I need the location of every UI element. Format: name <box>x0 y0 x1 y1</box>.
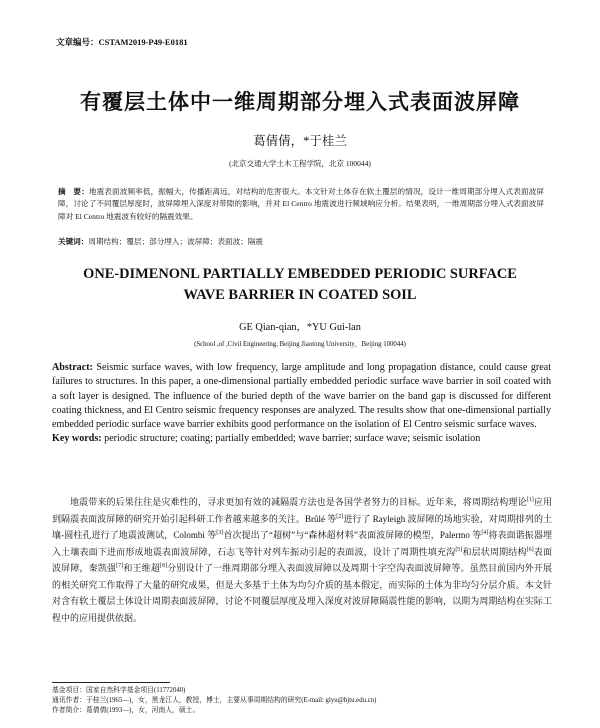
abstract-cn <box>58 186 544 223</box>
keywords-en-label: Key words: <box>52 433 102 444</box>
body-text-segment: 分别设计了一维周期部分埋入表面波屏障以及周期十字空沟表面波屏障等。虽然目前国内外开展的相关研究工作取得了大量的研究成果，但是大多基于土体为均匀介质的基本假定，而实际的土体为非均匀分层介质。本文针对含有软土覆层土体设计周期表面波屏障，讨论不同覆层厚度及埋入深度对波屏障隔震性能的影响，以期为周期结构在实际工程中的应用提供依据。 <box>52 563 552 623</box>
abstract-en <box>52 361 551 432</box>
citation-ref: [7] <box>116 563 124 569</box>
citation-ref: [4] <box>481 530 489 536</box>
body-text-segment: 应用到隔震表面波屏障的研究开始引起科研工作者越来越多的关注。Brûlé 等 <box>52 497 552 524</box>
citation-ref: [8] <box>160 563 168 569</box>
abstract-en-text: Seismic surface waves, with low frequency, large amplitude and long propagation distance, could cause great failures to structures. In this paper, a one-dimensional partially embedded periodic surface wave barrier in soil coated with a soft layer is designed. The influence of the buried depth of the wave barrier on the band gap is discussed for different coating thickness, and El Centro seismic frequency responses are analyzed. The results show that one-dimensional partially embedded periodic surface wave barrier exhibits good performance on the isolation of El Centro seismic surface waves. <box>52 362 551 431</box>
keywords-cn <box>58 236 544 247</box>
authors-en: GE Qian-qian，*YU Gui-lan <box>239 322 361 333</box>
citation-ref: [1] <box>526 497 534 503</box>
body-text-segment: 地震带来的后果往往是灾难性的，寻求更加有效的减隔震方法也是各国学者努力的目标。近年来，将周期结构理论 <box>70 497 527 507</box>
affiliation-en: (School ,of ,Civil Engineering, Beijing Jiaotong University，Beijing 100044) <box>194 341 406 348</box>
citation-ref: [3] <box>216 530 224 536</box>
body-text-segment: 和层状周期结构 <box>462 546 527 557</box>
keywords-cn-label: 关键词： <box>58 237 89 246</box>
keywords-en <box>52 433 551 444</box>
body-text-segment: 将表面谐振器埋入土壤表面下进而形成地震表面波屏障，石志飞等针对列车振动引起的表面波，设计了周期性填充沟 <box>52 530 552 557</box>
body-text-segment: 和王维超 <box>123 563 161 573</box>
title-en-line2: WAVE BARRIER IN COATED SOIL <box>183 287 417 303</box>
citation-ref: [6] <box>526 546 534 553</box>
footnote-fund: 基金项目：国家自然科学基金项目(11772040) <box>52 687 186 694</box>
title-en <box>0 264 600 306</box>
body-text-segment: 首次提出了“超树”与“森林超材料”表面波屏障的模型，Palermo 等 <box>223 530 482 540</box>
footnote-corresponding: 通讯作者：于桂兰(1965—)，女，黑龙江人，教授，博士，主要从事周期结构的研究(E-mail: glyu@bjtu.edu.cn) <box>52 697 377 704</box>
body-text-segment: 进行了 Rayleigh 波屏障的场地实验，对周期排列的土壤-圆柱孔进行了地震波测试，Colombi 等 <box>52 513 552 540</box>
footnote-rule <box>52 682 170 683</box>
affiliation-cn: (北京交通大学土木工程学院，北京 100044) <box>229 159 371 168</box>
body-text-segment: 表面波屏障，秦凯强 <box>52 546 552 573</box>
keywords-en-text: periodic structure; coating; partially embedded; wave barrier; surface wave; seismic isolation <box>101 433 481 444</box>
title-en-line1: ONE-DIMENONL PARTIALLY EMBEDDED PERIODIC SURFACE <box>83 266 517 282</box>
authors-cn: 葛倩倩，*于桂兰 <box>253 134 347 148</box>
abstract-cn-label: 摘 要： <box>58 187 89 196</box>
citation-ref: [2] <box>336 513 344 520</box>
footnote-author: 作者简介：葛倩倩(1993—)，女，河南人，硕士。 <box>52 707 200 714</box>
abstract-en-label: Abstract: <box>52 362 93 373</box>
citation-ref: [5] <box>455 546 463 553</box>
abstract-cn-text: 地震表面波频率低，振幅大，传播距离远，对结构的危害很大。本文针对土体存在软土覆层的情况，设计一维周期部分埋入式表面波屏障，讨论了不同覆层厚度时，波屏障埋入深度对带隙的影响，并对 El Centro 地震波进行频域响应分析。结果表明，一维周期部分埋入式表面波屏障对 El Centro 地震波有较好的隔震效果。 <box>58 187 545 221</box>
body-paragraph <box>52 494 552 626</box>
title-cn: 有覆层土体中一维周期部分埋入式表面波屏障 <box>80 90 520 114</box>
article-number: 文章编号：CSTAM2019-P49-E0181 <box>56 37 188 47</box>
keywords-cn-text: 周期结构；覆层；部分埋入；波屏障；表面波；隔震 <box>88 237 264 246</box>
